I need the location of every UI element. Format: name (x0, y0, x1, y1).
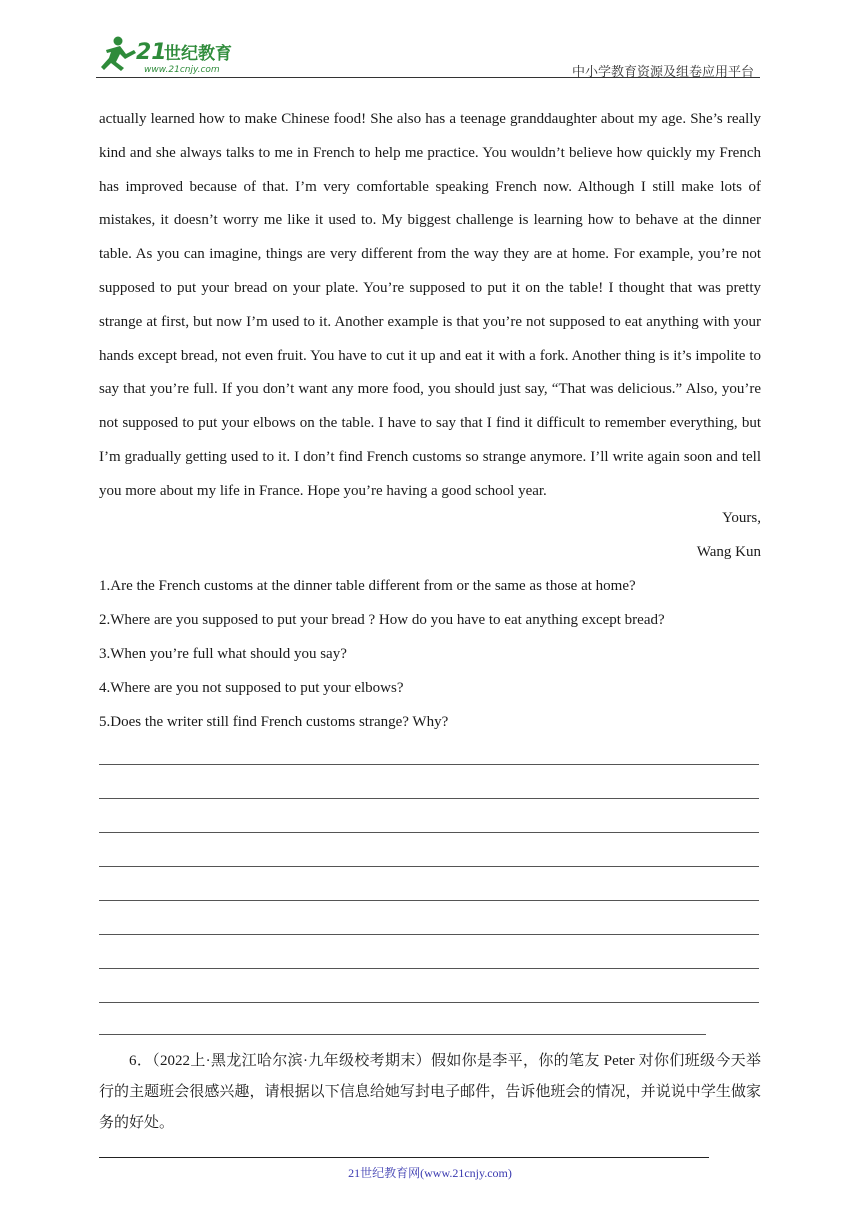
answer-line[interactable] (99, 1002, 759, 1003)
answer-line[interactable] (99, 968, 759, 969)
question-1: 1.Are the French customs at the dinner table different from or the same as those at home? (99, 578, 636, 594)
page-footer: 21世纪教育网(www.21cnjy.com) (348, 1166, 512, 1180)
writing-task: 6．（2022上·黑龙江哈尔滨·九年级校考期末）假如你是李平，你的笔友 Peter 对你们班级今天举行的主题班会很感兴趣，请根据以下信息给她写封电子邮件，告诉他班会的情况，并说说中学生做家务的好处。 (99, 1053, 761, 1131)
header-divider (96, 77, 760, 78)
question-5: 5.Does the writer still find French customs strange? Why? (99, 714, 449, 730)
letter-body: actually learned how to make Chinese food! She also has a teenage granddaughter about my age. She’s really kind and she always talks to me in French to help me practice. You wouldn’t believe how quickly my French has improved because of that. I’m very comfortable speaking French now. Although I still make lots of mistakes, it doesn’t worry me like it used to. My biggest challenge is learning how to behave at the dinner table. As you can imagine, things are very different from the way they are at home. For example, you’re not supposed to put your bread on your plate. You’re supposed to put it on the table! I thought that was pretty strange at first, but now I’m used to it. Another example is that you’re not supposed to eat anything with your hands except bread, not even fruit. You have to cut it up and eat it with a fork. Another thing is it’s impolite to say that you’re full. If you don’t want any more food, you should just say, “That was delicious.” Also, you’re not supposed to put your elbows on the table. I have to say that I find it difficult to remember everything, but I’m gradually getting used to it. I don’t find French customs so strange anymore. I’ll write again soon and tell you more about my life in France. Hope you’re having a good school year. (99, 111, 761, 499)
letter-signature: Wang Kun (696, 544, 761, 560)
answer-line[interactable] (99, 900, 759, 901)
svg-text:世纪教育: 世纪教育 (164, 44, 232, 64)
answer-line[interactable] (99, 798, 759, 799)
answer-line[interactable] (99, 934, 759, 935)
svg-text:www.21cnjy.com: www.21cnjy.com (144, 65, 220, 75)
answer-line[interactable] (99, 1034, 706, 1035)
letter-closing: Yours, (722, 510, 761, 526)
answer-line[interactable] (99, 866, 759, 867)
answer-line[interactable] (99, 832, 759, 833)
svg-text:21: 21 (136, 40, 167, 65)
site-logo (96, 32, 266, 76)
footer-divider (99, 1157, 709, 1158)
platform-title: 中小学教育资源及组卷应用平台 (571, 64, 754, 79)
page-header (96, 30, 760, 78)
answer-line[interactable] (99, 764, 759, 765)
question-3: 3.When you’re full what should you say? (99, 646, 347, 662)
question-2: 2.Where are you supposed to put your bread ? How do you have to eat anything except bread? (99, 612, 665, 628)
question-4: 4.Where are you not supposed to put your elbows? (99, 680, 404, 696)
